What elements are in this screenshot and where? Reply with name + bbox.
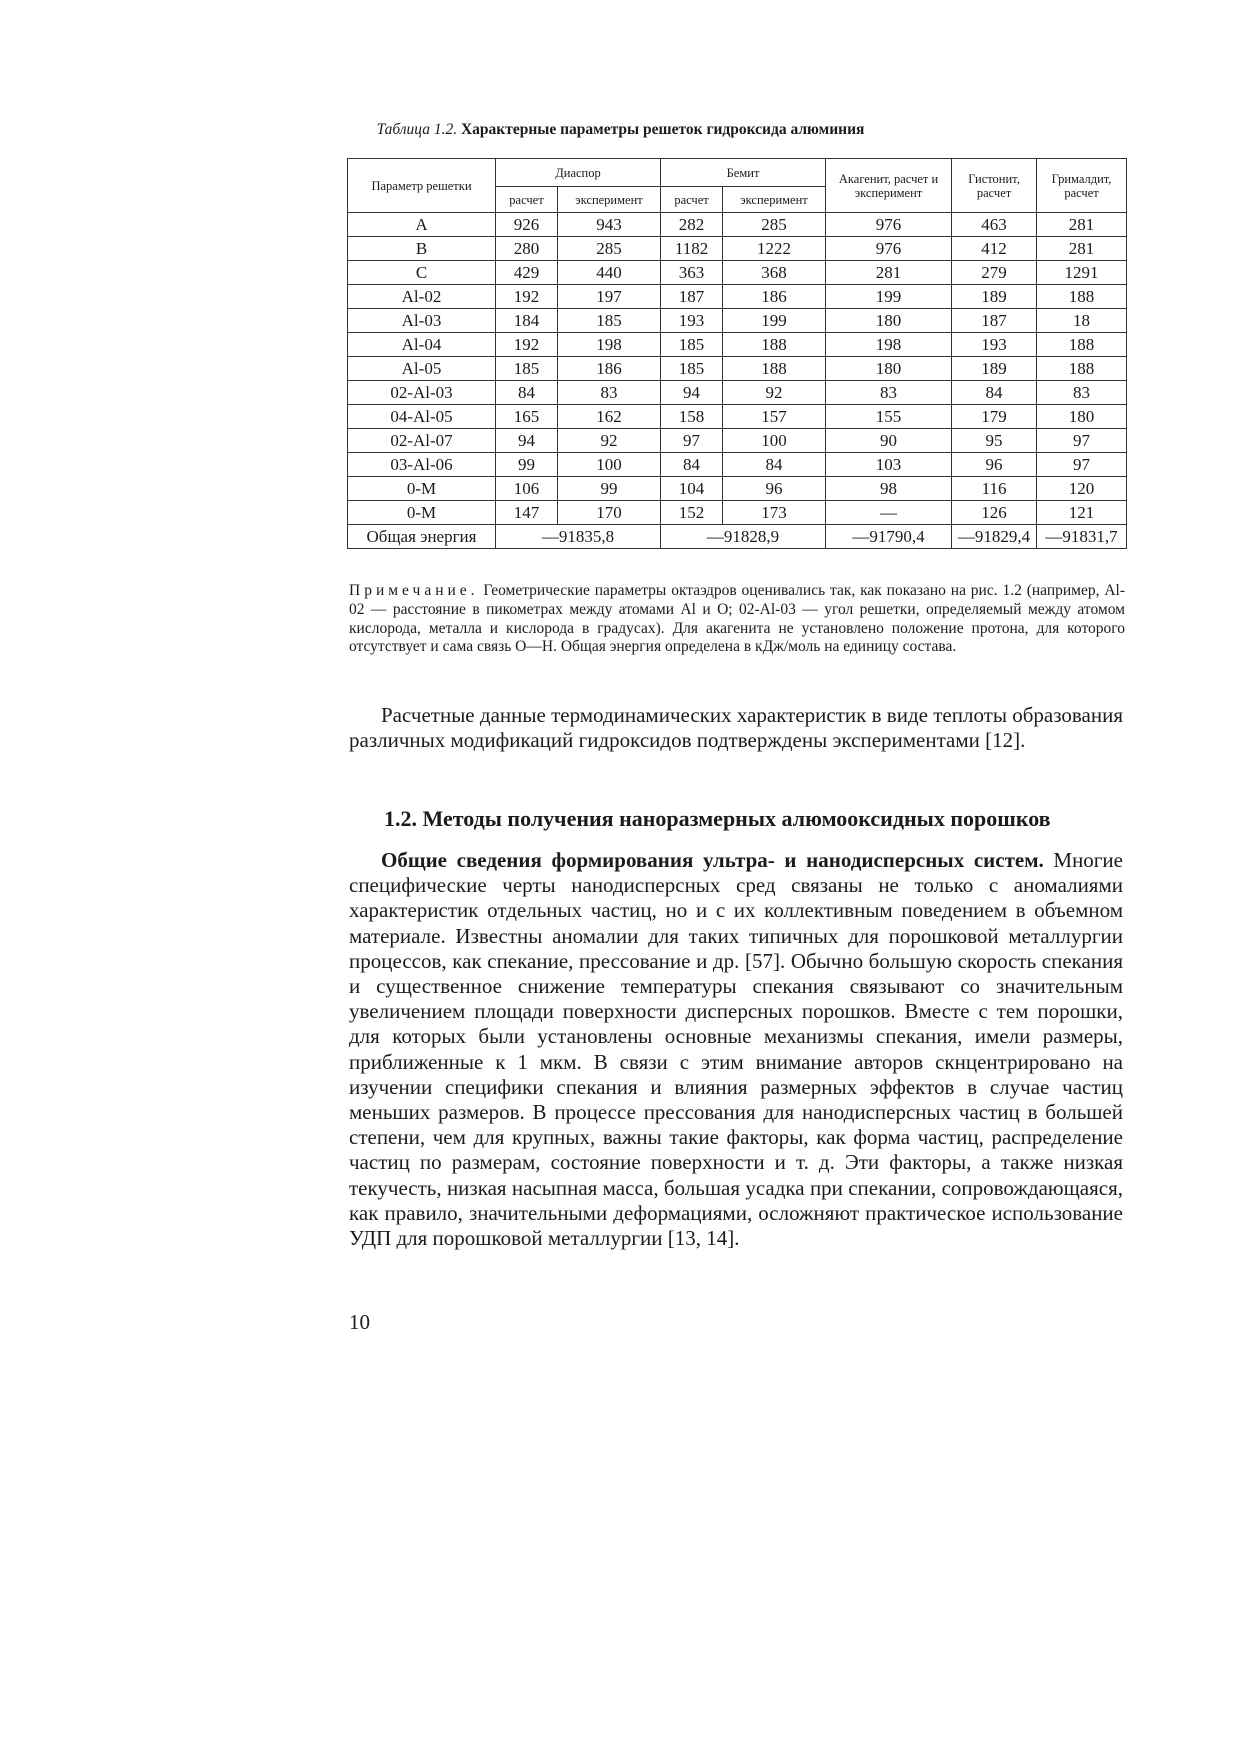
header-bemit: Бемит	[661, 159, 826, 187]
table-cell: 976	[826, 213, 952, 237]
table-cell: 83	[558, 381, 661, 405]
table-cell: 92	[558, 429, 661, 453]
header-bemit-calc: расчет	[661, 187, 723, 213]
table-cell-param: 03-Al-06	[348, 453, 496, 477]
table-cell: 188	[1037, 285, 1127, 309]
table-cell: 94	[496, 429, 558, 453]
table-cell: 157	[723, 405, 826, 429]
total-energy-row	[348, 525, 1127, 549]
table-cell: 412	[952, 237, 1037, 261]
table-cell: 1291	[1037, 261, 1127, 285]
table-cell: 429	[496, 261, 558, 285]
table-cell: 180	[826, 357, 952, 381]
table-cell: 185	[558, 309, 661, 333]
table-cell: 926	[496, 213, 558, 237]
header-grimaldit: Грималдит, расчет	[1037, 159, 1127, 213]
header-diaspor-calc: расчет	[496, 187, 558, 213]
table-row	[348, 453, 1127, 477]
table-cell: 199	[723, 309, 826, 333]
table-cell: 84	[661, 453, 723, 477]
table-cell: 116	[952, 477, 1037, 501]
header-bemit-exp: эксперимент	[723, 187, 826, 213]
table-cell: 152	[661, 501, 723, 525]
paragraph-general-info-text: Многие специфические черты нанодисперсных сред связаны не только с аномалиями характеристик отдельных частиц, но и с их коллективным поведением в объемном материале. Известны аномалии для таких типичных для порошковой металлургии процессов, как спекание, прессование и др. [57]. Обычно большую скорость спекания и существенное снижение температуры спекания связывают со значительным увеличением площади поверхности дисперсных порошков. Вместе с тем порошки, для которых были установлены основные механизмы спекания, имели размеры, приближенные к 1 мкм. В связи с этим внимание авторов скнцентрировано на изучении специфики спекания и влияния размерных эффектов в случае частиц меньших размеров. В процессе прессования для нанодисперсных частиц в большей степени, чем для крупных, важны такие факторы, как форма частиц, распределение частиц по размерам, состояние поверхности и т. д. Эти факторы, а также низкая текучесть, низкая насыпная масса, большая усадка при спекании, сопровождающаяся, как правило, значительными деформациями, осложняют практическое использование УДП для порошковой металлургии [13, 14].	[349, 848, 1123, 1251]
table-row	[348, 309, 1127, 333]
table-cell: 185	[496, 357, 558, 381]
total-energy-bemit: —91828,9	[661, 525, 826, 549]
table-cell: 99	[558, 477, 661, 501]
table-cell: 100	[558, 453, 661, 477]
total-energy-label: Общая энергия	[348, 525, 496, 549]
table-note	[349, 582, 1125, 657]
table-row	[348, 381, 1127, 405]
table-cell: 189	[952, 285, 1037, 309]
table-cell-param: 0-M	[348, 501, 496, 525]
table-row	[348, 405, 1127, 429]
table-cell-param: Al-03	[348, 309, 496, 333]
header-gistonit: Гистонит, расчет	[952, 159, 1037, 213]
table-cell: 188	[1037, 357, 1127, 381]
total-energy-diaspor: —91835,8	[496, 525, 661, 549]
table-cell: 84	[496, 381, 558, 405]
table-cell: 186	[558, 357, 661, 381]
table-row	[348, 333, 1127, 357]
table-cell: 106	[496, 477, 558, 501]
table-note-lead: Примечание.	[349, 582, 479, 599]
table-cell-param: 02-Al-03	[348, 381, 496, 405]
table-cell: 199	[826, 285, 952, 309]
table-cell: 282	[661, 213, 723, 237]
table-cell: 96	[723, 477, 826, 501]
table-cell: 180	[826, 309, 952, 333]
header-param: Параметр решетки	[348, 159, 496, 213]
table-row	[348, 429, 1127, 453]
table-row	[348, 285, 1127, 309]
table-cell: 173	[723, 501, 826, 525]
table-cell: 188	[723, 333, 826, 357]
table-cell: 179	[952, 405, 1037, 429]
table-cell-param: 0-M	[348, 477, 496, 501]
table-cell: 99	[496, 453, 558, 477]
table-cell: 162	[558, 405, 661, 429]
total-energy-akagenit: —91790,4	[826, 525, 952, 549]
table-cell: 98	[826, 477, 952, 501]
table-row	[348, 237, 1127, 261]
header-diaspor-exp: эксперимент	[558, 187, 661, 213]
table-cell: 18	[1037, 309, 1127, 333]
lattice-parameters-table	[347, 158, 1127, 549]
table-cell: 189	[952, 357, 1037, 381]
table-cell: 185	[661, 333, 723, 357]
table-cell: 1182	[661, 237, 723, 261]
table-cell: 188	[1037, 333, 1127, 357]
table-row	[348, 477, 1127, 501]
table-cell-param: Al-02	[348, 285, 496, 309]
table-cell: 84	[723, 453, 826, 477]
table-cell: 192	[496, 333, 558, 357]
table-cell: 198	[558, 333, 661, 357]
table-cell: 103	[826, 453, 952, 477]
table-cell-param: A	[348, 213, 496, 237]
table-cell-param: B	[348, 237, 496, 261]
table-cell: 97	[661, 429, 723, 453]
table-cell: 97	[1037, 453, 1127, 477]
table-cell: 100	[723, 429, 826, 453]
page-number: 10	[349, 1310, 370, 1334]
table-cell: 463	[952, 213, 1037, 237]
table-cell: 198	[826, 333, 952, 357]
table-cell: 281	[1037, 237, 1127, 261]
table-cell-param: 04-Al-05	[348, 405, 496, 429]
table-cell: 90	[826, 429, 952, 453]
header-diaspor: Диаспор	[496, 159, 661, 187]
table-body	[348, 213, 1127, 525]
table-cell: 83	[826, 381, 952, 405]
table-cell: 188	[723, 357, 826, 381]
header-akagenit: Акагенит, расчет и эксперимент	[826, 159, 952, 213]
table-cell: 193	[952, 333, 1037, 357]
paragraph-thermodynamics: Расчетные данные термодинамических характеристик в виде теплоты образования различных модификаций гидроксидов подтверждены экспериментами [12].	[349, 703, 1123, 753]
table-cell: 285	[558, 237, 661, 261]
table-cell: 170	[558, 501, 661, 525]
table-cell: 440	[558, 261, 661, 285]
table-cell: 193	[661, 309, 723, 333]
table-cell: 184	[496, 309, 558, 333]
table-cell: 280	[496, 237, 558, 261]
table-cell: 83	[1037, 381, 1127, 405]
table-cell: 155	[826, 405, 952, 429]
table-caption	[0, 121, 1241, 139]
table-cell: 368	[723, 261, 826, 285]
table-cell: —	[826, 501, 952, 525]
table-cell: 187	[952, 309, 1037, 333]
total-energy-gistonit: —91829,4	[952, 525, 1037, 549]
table-cell: 943	[558, 213, 661, 237]
table-row	[348, 357, 1127, 381]
table-caption-prefix: Таблица 1.2.	[376, 121, 458, 138]
table-cell: 147	[496, 501, 558, 525]
table-cell: 285	[723, 213, 826, 237]
table-cell: 94	[661, 381, 723, 405]
table-cell: 121	[1037, 501, 1127, 525]
table-row	[348, 261, 1127, 285]
table-cell: 84	[952, 381, 1037, 405]
table-cell: 281	[1037, 213, 1127, 237]
table-cell: 185	[661, 357, 723, 381]
table-cell: 97	[1037, 429, 1127, 453]
table-note-text: Геометрические параметры октаэдров оценивались так, как показано на рис. 1.2 (например, Al-02 — расстояние в пикометрах между атомами Al и O; 02-Al-03 — угол решетки, определяемый между атомом кислорода, металла и кислорода в градусах). Для акагенита не установлено положение протона, для которого отсутствует и сама связь O—H. Общая энергия определена в кДж/моль на единицу состава.	[349, 582, 1125, 656]
table-cell: 192	[496, 285, 558, 309]
table-cell-param: Al-05	[348, 357, 496, 381]
paragraph-general-info	[349, 848, 1123, 1251]
table-cell: 976	[826, 237, 952, 261]
table-cell-param: Al-04	[348, 333, 496, 357]
table-cell: 165	[496, 405, 558, 429]
table-cell: 279	[952, 261, 1037, 285]
table-cell: 95	[952, 429, 1037, 453]
table-cell: 281	[826, 261, 952, 285]
table-cell: 1222	[723, 237, 826, 261]
table-cell: 92	[723, 381, 826, 405]
table-cell: 197	[558, 285, 661, 309]
paragraph-general-info-lead: Общие сведения формирования ультра- и нанодисперсных систем.	[381, 848, 1044, 872]
section-heading: 1.2. Методы получения наноразмерных алюмооксидных порошков	[384, 806, 1051, 831]
table-cell-param: 02-Al-07	[348, 429, 496, 453]
table-cell: 363	[661, 261, 723, 285]
table-caption-title: Характерные параметры решеток гидроксида алюминия	[457, 121, 865, 138]
table-row	[348, 501, 1127, 525]
table-cell: 158	[661, 405, 723, 429]
table-cell: 187	[661, 285, 723, 309]
table-cell: 180	[1037, 405, 1127, 429]
total-energy-grimaldit: —91831,7	[1037, 525, 1127, 549]
table-cell: 126	[952, 501, 1037, 525]
table-cell-param: C	[348, 261, 496, 285]
table-cell: 96	[952, 453, 1037, 477]
table-cell: 186	[723, 285, 826, 309]
table-row	[348, 213, 1127, 237]
table-cell: 104	[661, 477, 723, 501]
table-cell: 120	[1037, 477, 1127, 501]
